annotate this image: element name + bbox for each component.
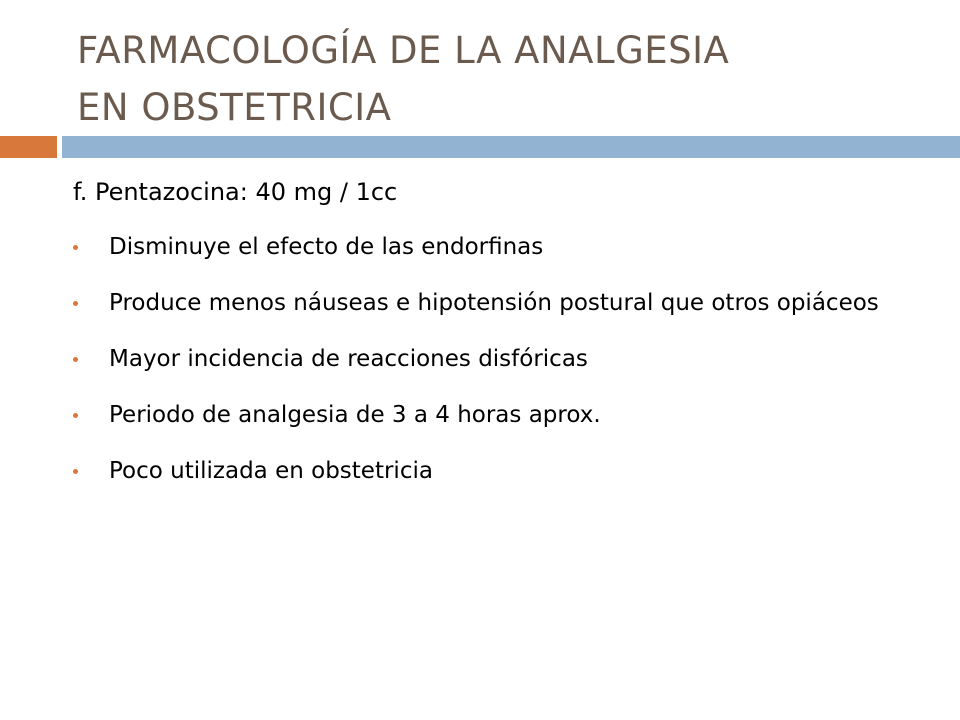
slide-title-line-1: FARMACOLOGÍA DE LA ANALGESIA bbox=[77, 29, 730, 72]
bullet-item bbox=[73, 232, 913, 263]
bullet-item bbox=[73, 344, 913, 375]
bullet-text: Produce menos náuseas e hipotensión postural que otros opiáceos bbox=[109, 290, 879, 316]
bullet-dot-icon bbox=[73, 245, 78, 250]
slide-title bbox=[77, 22, 937, 136]
title-divider-bar bbox=[62, 136, 960, 158]
bullet-dot-icon bbox=[73, 469, 78, 474]
bullet-item bbox=[73, 288, 913, 319]
bullet-text: Periodo de analgesia de 3 a 4 horas aprox. bbox=[109, 402, 601, 428]
slide-body bbox=[73, 176, 913, 512]
bullet-text: Mayor incidencia de reacciones disfóricas bbox=[109, 346, 588, 372]
bullet-item bbox=[73, 456, 913, 487]
bullet-list bbox=[73, 232, 913, 487]
slide-title-line-2: EN OBSTETRICIA bbox=[77, 86, 392, 129]
bullet-text: Poco utilizada en obstetricia bbox=[109, 458, 433, 484]
drug-subheading: f. Pentazocina: 40 mg / 1cc bbox=[73, 178, 398, 206]
bullet-dot-icon bbox=[73, 357, 78, 362]
bullet-item bbox=[73, 400, 913, 431]
title-accent-bar bbox=[0, 136, 57, 158]
bullet-dot-icon bbox=[73, 413, 78, 418]
bullet-text: Disminuye el efecto de las endorfinas bbox=[109, 234, 544, 260]
bullet-dot-icon bbox=[73, 301, 78, 306]
